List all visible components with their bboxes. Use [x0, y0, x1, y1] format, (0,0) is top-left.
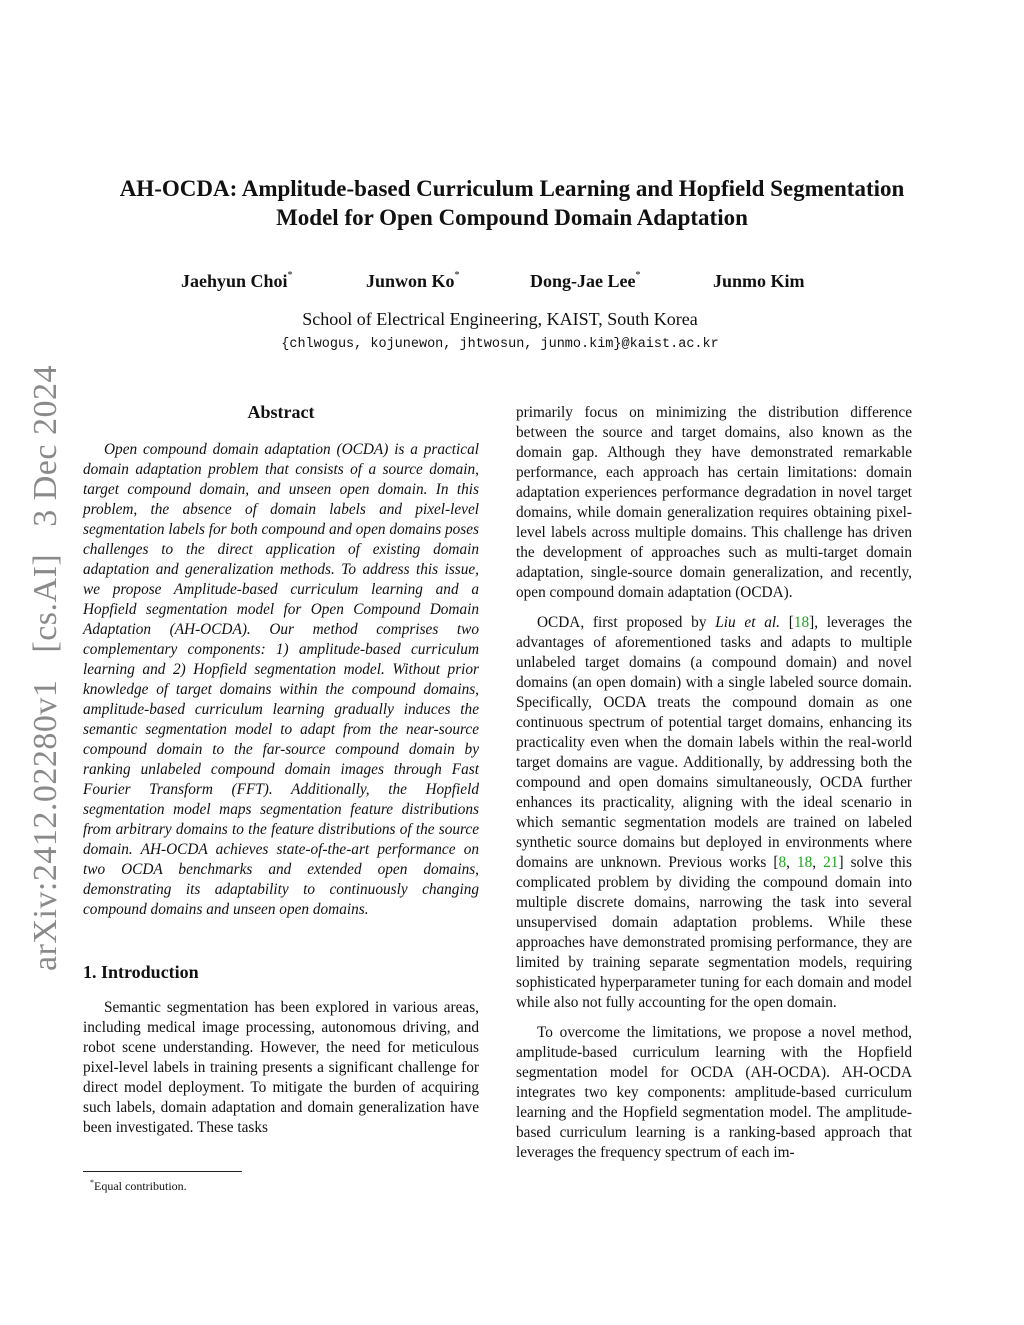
author-list	[180, 271, 840, 297]
footnote-text: Equal contribution.	[94, 1179, 187, 1193]
author-4	[713, 271, 805, 292]
intro-paragraph-4: To overcome the limitations, we propose a novel method, amplitude-based curriculum learning with the Hopfield segmentation model for OCDA (AH-OCDA). AH-OCDA integrates two key components: amplitude-based curriculum learning and the Hopfield segmentation model. The amplitude-based curriculum learning is a ranking-based approach that leverages the frequency spectrum of each im-	[516, 1024, 912, 1161]
paper-title	[60, 174, 964, 232]
author-name: Jaehyun Choi	[181, 271, 288, 291]
introduction-heading: 1. Introduction	[83, 962, 199, 982]
equal-contribution-mark: *	[635, 270, 641, 281]
citation-link[interactable]: 8	[778, 854, 787, 871]
intro-paragraph-1: Semantic segmentation has been explored in various areas, including medical image processing, autonomous driving, and robot scene understanding. However, the need for meticulous pixel-level labels in training presents a significant challenge for direct model deployment. To mitigate the burden of acquiring such labels, domain adaptation and domain generalization have been investigated. These tasks	[83, 999, 479, 1136]
footnote-mark: *	[90, 1178, 94, 1187]
citation-link[interactable]: 21	[823, 854, 839, 871]
intro-paragraph-3	[516, 613, 912, 1013]
author-1	[181, 271, 293, 292]
footnote-divider	[83, 1171, 242, 1172]
right-column	[516, 403, 912, 1173]
abstract-heading: Abstract	[247, 402, 315, 422]
author-3	[530, 271, 640, 292]
footnote	[90, 1178, 187, 1194]
author-2	[366, 271, 460, 292]
author-name: Dong-Jae Lee	[530, 271, 636, 291]
arxiv-id: arXiv:2412.02280v1	[27, 679, 64, 971]
equal-contribution-mark: *	[287, 270, 293, 281]
affiliation: School of Electrical Engineering, KAIST, South Korea	[302, 309, 698, 329]
text-run: ], leverages the advantages of aforementioned tasks and adapts to multiple unlabeled target domains (a compound domain) and novel domains (an open domain) with a single labeled source domain. Specifically, OCDA treats the compound domain as one continuous spectrum of potential target domains, enhancing its practicality even when the domain labels within the real-world target domains are vague. Additionally, by addressing both the compound and open domains simultaneously, OCDA further enhances its practicality, aligning with the ideal scenario in which semantic segmentation models are trained on labeled synthetic source domains but deployed in environments where domains are unknown. Previous works [	[516, 614, 912, 871]
text-run: [	[779, 614, 794, 631]
title-line-1: AH-OCDA: Amplitude-based Curriculum Learning and Hopfield Segmentation	[119, 176, 905, 201]
citation-link[interactable]: 18	[796, 854, 813, 871]
author-name: Junwon Ko	[366, 271, 455, 291]
equal-contribution-mark: *	[454, 270, 460, 281]
citation-link[interactable]: 18	[793, 614, 810, 631]
cited-author: Liu et al.	[715, 614, 780, 631]
title-line-2: Model for Open Compound Domain Adaptation	[276, 205, 748, 230]
abstract-text: Open compound domain adaptation (OCDA) is a practical domain adaptation problem that consists of a source domain, target compound domain, and unseen open domain. In this problem, the absence of domain labels and pixel-level segmentation labels for both compound and open domains poses challenges to the direct application of existing domain adaptation and generalization methods. To address this issue, we propose Amplitude-based curriculum learning and a Hopfield segmentation model for Open Compound Domain Adaptation (AH-OCDA). Our method comprises two complementary components: 1) amplitude-based curriculum learning and 2) Hopfield segmentation model. Without prior knowledge of target domains within the compound domains, amplitude-based curriculum learning gradually induces the semantic segmentation model to adapt from the near-source compound domain to the far-source compound domain by ranking unlabeled compound domain images through Fast Fourier Transform (FFT). Additionally, the Hopfield segmentation model maps segmentation feature distributions from arbitrary domains to the feature distributions of the source domain. AH-OCDA achieves state-of-the-art performance on two OCDA benchmarks and extended open domains, demonstrating its adaptability to continuously changing compound domains and unseen open domains.	[83, 441, 479, 918]
arxiv-identifier-stamp	[27, 356, 65, 980]
text-run: ,	[812, 854, 824, 871]
left-column	[83, 400, 479, 1148]
text-run: ] solve this complicated problem by dividing the compound domain into multiple discrete domains, narrowing the task into several unsupervised domain adaptation problems. While these approaches have demonstrated promising performance, they are limited by training separate segmentation models, requiring sophisticated hyperparameter tuning for each domain and model while also not fully accounting for the open domain.	[516, 854, 912, 1011]
arxiv-date: 3 Dec 2024	[27, 365, 64, 527]
intro-paragraph-2: primarily focus on minimizing the distribution difference between the source and target domains, also known as the domain gap. Although they have demonstrated remarkable performance, each approach has certain limitations: domain adaptation experiences performance degradation in novel target domains, while domain generalization requires obtaining pixel-level labels across multiple domains. This challenge has driven the development of approaches such as multi-target domain adaptation, single-source domain generalization, and recently, open compound domain adaptation (OCDA).	[516, 404, 912, 601]
text-run: ,	[786, 854, 797, 871]
author-emails: {chlwogus, kojunewon, jhtwosun, junmo.kim}@kaist.ac.kr	[281, 337, 719, 352]
author-name: Junmo Kim	[713, 271, 805, 291]
text-run: OCDA, first proposed by	[537, 614, 716, 631]
arxiv-category: [cs.AI]	[27, 553, 64, 653]
